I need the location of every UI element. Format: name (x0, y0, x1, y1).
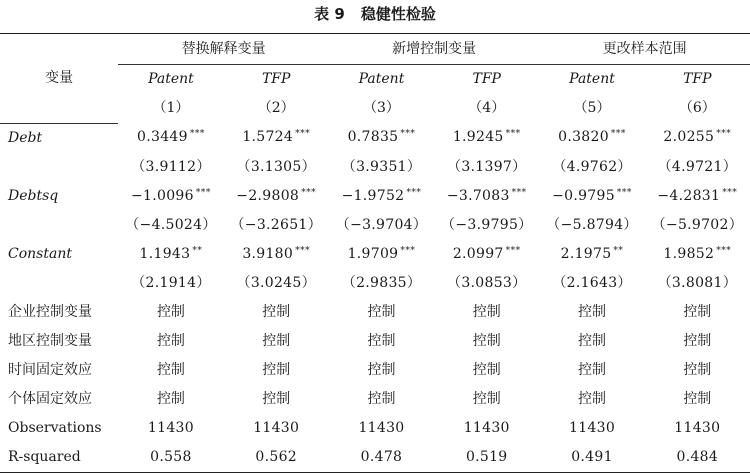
coef-cell (329, 240, 434, 269)
coef-cell (539, 182, 644, 211)
control-cell (224, 327, 329, 356)
control-cell (434, 356, 539, 385)
coef-cell (434, 182, 539, 211)
se-value: （3.8081） (657, 274, 738, 291)
control-value: 控制 (683, 303, 712, 320)
se-cell (224, 153, 329, 182)
control-value: 控制 (578, 361, 606, 378)
control-cell (539, 327, 644, 356)
control-cell (645, 385, 750, 414)
coef-row (0, 182, 750, 211)
group-header-1: 替换解释变量 (118, 34, 329, 65)
control-value: 控制 (472, 332, 501, 349)
significance-stars: ** (192, 245, 203, 256)
control-cell (118, 356, 223, 385)
significance-stars: *** (406, 187, 422, 198)
stat-row (0, 443, 750, 473)
se-value: （−3.2651） (230, 216, 322, 233)
row-label-empty (0, 211, 118, 240)
significance-stars: *** (400, 245, 416, 256)
control-row (0, 385, 750, 414)
control-cell (118, 327, 223, 356)
coef-cell (329, 123, 434, 153)
control-value: 控制 (367, 361, 396, 378)
coef-cell (539, 123, 644, 153)
se-value: （4.9762） (552, 158, 632, 175)
coef-cell (434, 123, 539, 153)
control-value: 控制 (683, 332, 712, 349)
coef-cell (224, 240, 329, 269)
control-cell (224, 385, 329, 414)
row-label (0, 298, 118, 327)
significance-stars: *** (295, 245, 311, 256)
coef-value: −2.9808 (236, 187, 300, 204)
variable-header: 变量 (0, 34, 118, 124)
column-number: （6） (678, 100, 716, 116)
se-cell (118, 153, 223, 182)
stat-value: 11430 (674, 419, 721, 436)
control-value: 控制 (472, 390, 501, 407)
control-value: 控制 (156, 361, 185, 378)
significance-stars: ** (613, 245, 624, 256)
table-body (0, 123, 750, 472)
column-number: （2） (257, 100, 295, 116)
stat-value: 0.491 (571, 448, 613, 465)
se-cell (434, 211, 539, 240)
significance-stars: *** (716, 129, 732, 140)
control-label: 时间固定效应 (8, 361, 92, 378)
se-cell (645, 269, 750, 298)
se-cell (329, 269, 434, 298)
se-cell (224, 211, 329, 240)
coef-cell (118, 240, 223, 269)
row-label-empty (0, 269, 118, 298)
control-label: 企业控制变量 (8, 303, 92, 320)
se-value: （−4.5024） (125, 216, 217, 233)
stat-value: 0.562 (255, 448, 297, 465)
control-cell (118, 298, 223, 327)
significance-stars: *** (189, 129, 205, 140)
coef-value: 1.9852 (663, 245, 715, 262)
significance-stars: *** (400, 129, 416, 140)
stat-value: 0.478 (360, 448, 403, 465)
stat-value: 0.519 (465, 448, 508, 465)
control-value: 控制 (578, 332, 606, 349)
control-value: 控制 (367, 303, 396, 320)
se-cell (434, 269, 539, 298)
row-label (0, 443, 118, 473)
se-value: （2.1643） (552, 274, 632, 291)
column-number: （3） (363, 100, 400, 116)
coef-value: −3.7083 (446, 187, 510, 204)
stat-value: 11430 (147, 419, 194, 436)
control-label: 个体固定效应 (8, 390, 92, 407)
control-cell (645, 327, 750, 356)
stat-cell (645, 443, 750, 473)
control-value: 控制 (472, 303, 501, 320)
control-label: 地区控制变量 (8, 332, 92, 349)
dep-var-header: TFP (683, 71, 712, 87)
stat-label: Observations (8, 419, 102, 436)
row-label (0, 356, 118, 385)
coef-cell (118, 123, 223, 153)
stat-value: 0.558 (150, 448, 192, 465)
se-row (0, 269, 750, 298)
control-value: 控制 (578, 303, 606, 320)
control-cell (645, 356, 750, 385)
control-row (0, 298, 750, 327)
row-label (0, 385, 118, 414)
coef-row (0, 123, 750, 153)
significance-stars: *** (301, 187, 317, 198)
control-cell (224, 356, 329, 385)
stat-cell (539, 414, 644, 443)
coef-value: 0.3820 (558, 129, 609, 146)
row-label (0, 123, 118, 153)
table-caption (0, 4, 750, 24)
coef-value: 0.3449 (137, 129, 188, 146)
coef-value: 2.0255 (663, 129, 715, 146)
control-value: 控制 (367, 332, 396, 349)
dep-var-header: Patent (148, 71, 194, 87)
se-value: （−3.9795） (441, 216, 533, 233)
se-value: （3.1397） (447, 158, 527, 175)
se-value: （3.9112） (131, 158, 211, 175)
control-row (0, 356, 750, 385)
control-value: 控制 (683, 361, 712, 378)
significance-stars: *** (295, 129, 311, 140)
control-row (0, 327, 750, 356)
stat-cell (118, 414, 223, 443)
se-cell (329, 211, 434, 240)
coef-row (0, 240, 750, 269)
se-value: （−3.9704） (335, 216, 428, 233)
se-cell (645, 153, 750, 182)
column-number: （1） (152, 100, 190, 116)
coef-cell (329, 182, 434, 211)
robustness-table (0, 33, 750, 473)
robustness-table-wrapper (0, 33, 750, 473)
stat-value: 11430 (463, 419, 510, 436)
control-value: 控制 (262, 361, 291, 378)
dep-var-header: TFP (261, 71, 291, 87)
se-cell (539, 153, 644, 182)
coef-cell (645, 182, 750, 211)
significance-stars: *** (722, 187, 738, 198)
coef-value: 0.7835 (347, 129, 399, 146)
se-cell (224, 269, 329, 298)
stat-cell (329, 443, 434, 473)
coef-cell (224, 182, 329, 211)
se-cell (118, 211, 223, 240)
significance-stars: *** (610, 129, 626, 140)
control-value: 控制 (683, 390, 712, 407)
control-cell (329, 327, 434, 356)
stat-cell (434, 414, 539, 443)
control-value: 控制 (156, 303, 185, 320)
se-value: （2.1914） (131, 274, 211, 291)
control-cell (539, 385, 644, 414)
significance-stars: *** (511, 187, 527, 198)
se-cell (539, 211, 644, 240)
control-cell (539, 298, 644, 327)
se-row (0, 211, 750, 240)
stat-cell (329, 414, 434, 443)
se-cell (329, 153, 434, 182)
dep-var-header: Patent (569, 71, 615, 87)
stat-cell (224, 443, 329, 473)
control-value: 控制 (262, 390, 291, 407)
control-cell (645, 298, 750, 327)
group-header-3: 更改样本范围 (539, 34, 750, 65)
se-row (0, 153, 750, 182)
stat-value: 11430 (253, 419, 300, 436)
coef-cell (224, 123, 329, 153)
control-cell (329, 385, 434, 414)
control-cell (224, 298, 329, 327)
se-cell (434, 153, 539, 182)
control-value: 控制 (262, 332, 291, 349)
group-header-2: 新增控制变量 (329, 34, 540, 65)
se-value: （4.9721） (657, 158, 738, 175)
control-cell (118, 385, 223, 414)
se-value: （3.0245） (236, 274, 316, 291)
coef-value: 2.1975 (560, 245, 612, 262)
coef-value: 1.9245 (452, 129, 504, 146)
control-cell (434, 298, 539, 327)
row-label-empty (0, 153, 118, 182)
stat-row (0, 414, 750, 443)
control-cell (434, 385, 539, 414)
se-value: （3.1305） (236, 158, 316, 175)
control-value: 控制 (472, 361, 501, 378)
stat-cell (434, 443, 539, 473)
se-cell (118, 269, 223, 298)
header-row-groups (0, 34, 750, 65)
variable-name: Debtsq (8, 187, 59, 204)
coef-cell (539, 240, 644, 269)
row-label (0, 240, 118, 269)
stat-label: R-squared (8, 448, 81, 465)
control-cell (329, 356, 434, 385)
stat-value: 0.484 (676, 448, 719, 465)
se-cell (645, 211, 750, 240)
se-value: （2.9835） (341, 274, 422, 291)
variable-name: Constant (8, 245, 72, 262)
control-cell (539, 356, 644, 385)
row-label (0, 327, 118, 356)
coef-value: −1.9752 (341, 187, 405, 204)
row-label (0, 414, 118, 443)
se-value: （3.0853） (447, 274, 527, 291)
stat-cell (224, 414, 329, 443)
significance-stars: *** (505, 245, 521, 256)
control-value: 控制 (156, 332, 185, 349)
coef-cell (645, 123, 750, 153)
stat-value: 11430 (358, 419, 405, 436)
coef-value: −1.0096 (131, 187, 194, 204)
stat-value: 11430 (568, 419, 616, 436)
coef-value: 2.0997 (452, 245, 504, 262)
row-label (0, 182, 118, 211)
control-cell (434, 327, 539, 356)
dep-var-header: TFP (472, 71, 501, 87)
control-cell (329, 298, 434, 327)
stat-cell (118, 443, 223, 473)
se-value: （−5.9702） (651, 216, 744, 233)
se-value: （−5.8794） (546, 216, 638, 233)
control-value: 控制 (578, 390, 606, 407)
control-value: 控制 (262, 303, 291, 320)
table-title: 稳健性检验 (360, 5, 436, 23)
stat-cell (645, 414, 750, 443)
coef-value: −0.9795 (552, 187, 615, 204)
coef-value: 1.5724 (242, 129, 294, 146)
coef-value: −4.2831 (657, 187, 721, 204)
coef-value: 1.9709 (347, 245, 399, 262)
table-number: 表 9 (314, 5, 345, 23)
se-value: （3.9351） (341, 158, 422, 175)
coef-value: 1.1943 (139, 245, 191, 262)
variable-name: Debt (8, 129, 43, 146)
significance-stars: *** (716, 245, 732, 256)
column-number: （5） (573, 100, 611, 116)
significance-stars: *** (616, 187, 632, 198)
stat-cell (539, 443, 644, 473)
coef-cell (434, 240, 539, 269)
coef-cell (118, 182, 223, 211)
coef-cell (645, 240, 750, 269)
dep-var-header: Patent (358, 71, 405, 87)
control-value: 控制 (156, 390, 185, 407)
coef-value: 3.9180 (242, 245, 294, 262)
column-number: （4） (468, 100, 506, 116)
control-value: 控制 (367, 390, 396, 407)
significance-stars: *** (195, 187, 211, 198)
se-cell (539, 269, 644, 298)
significance-stars: *** (505, 129, 521, 140)
